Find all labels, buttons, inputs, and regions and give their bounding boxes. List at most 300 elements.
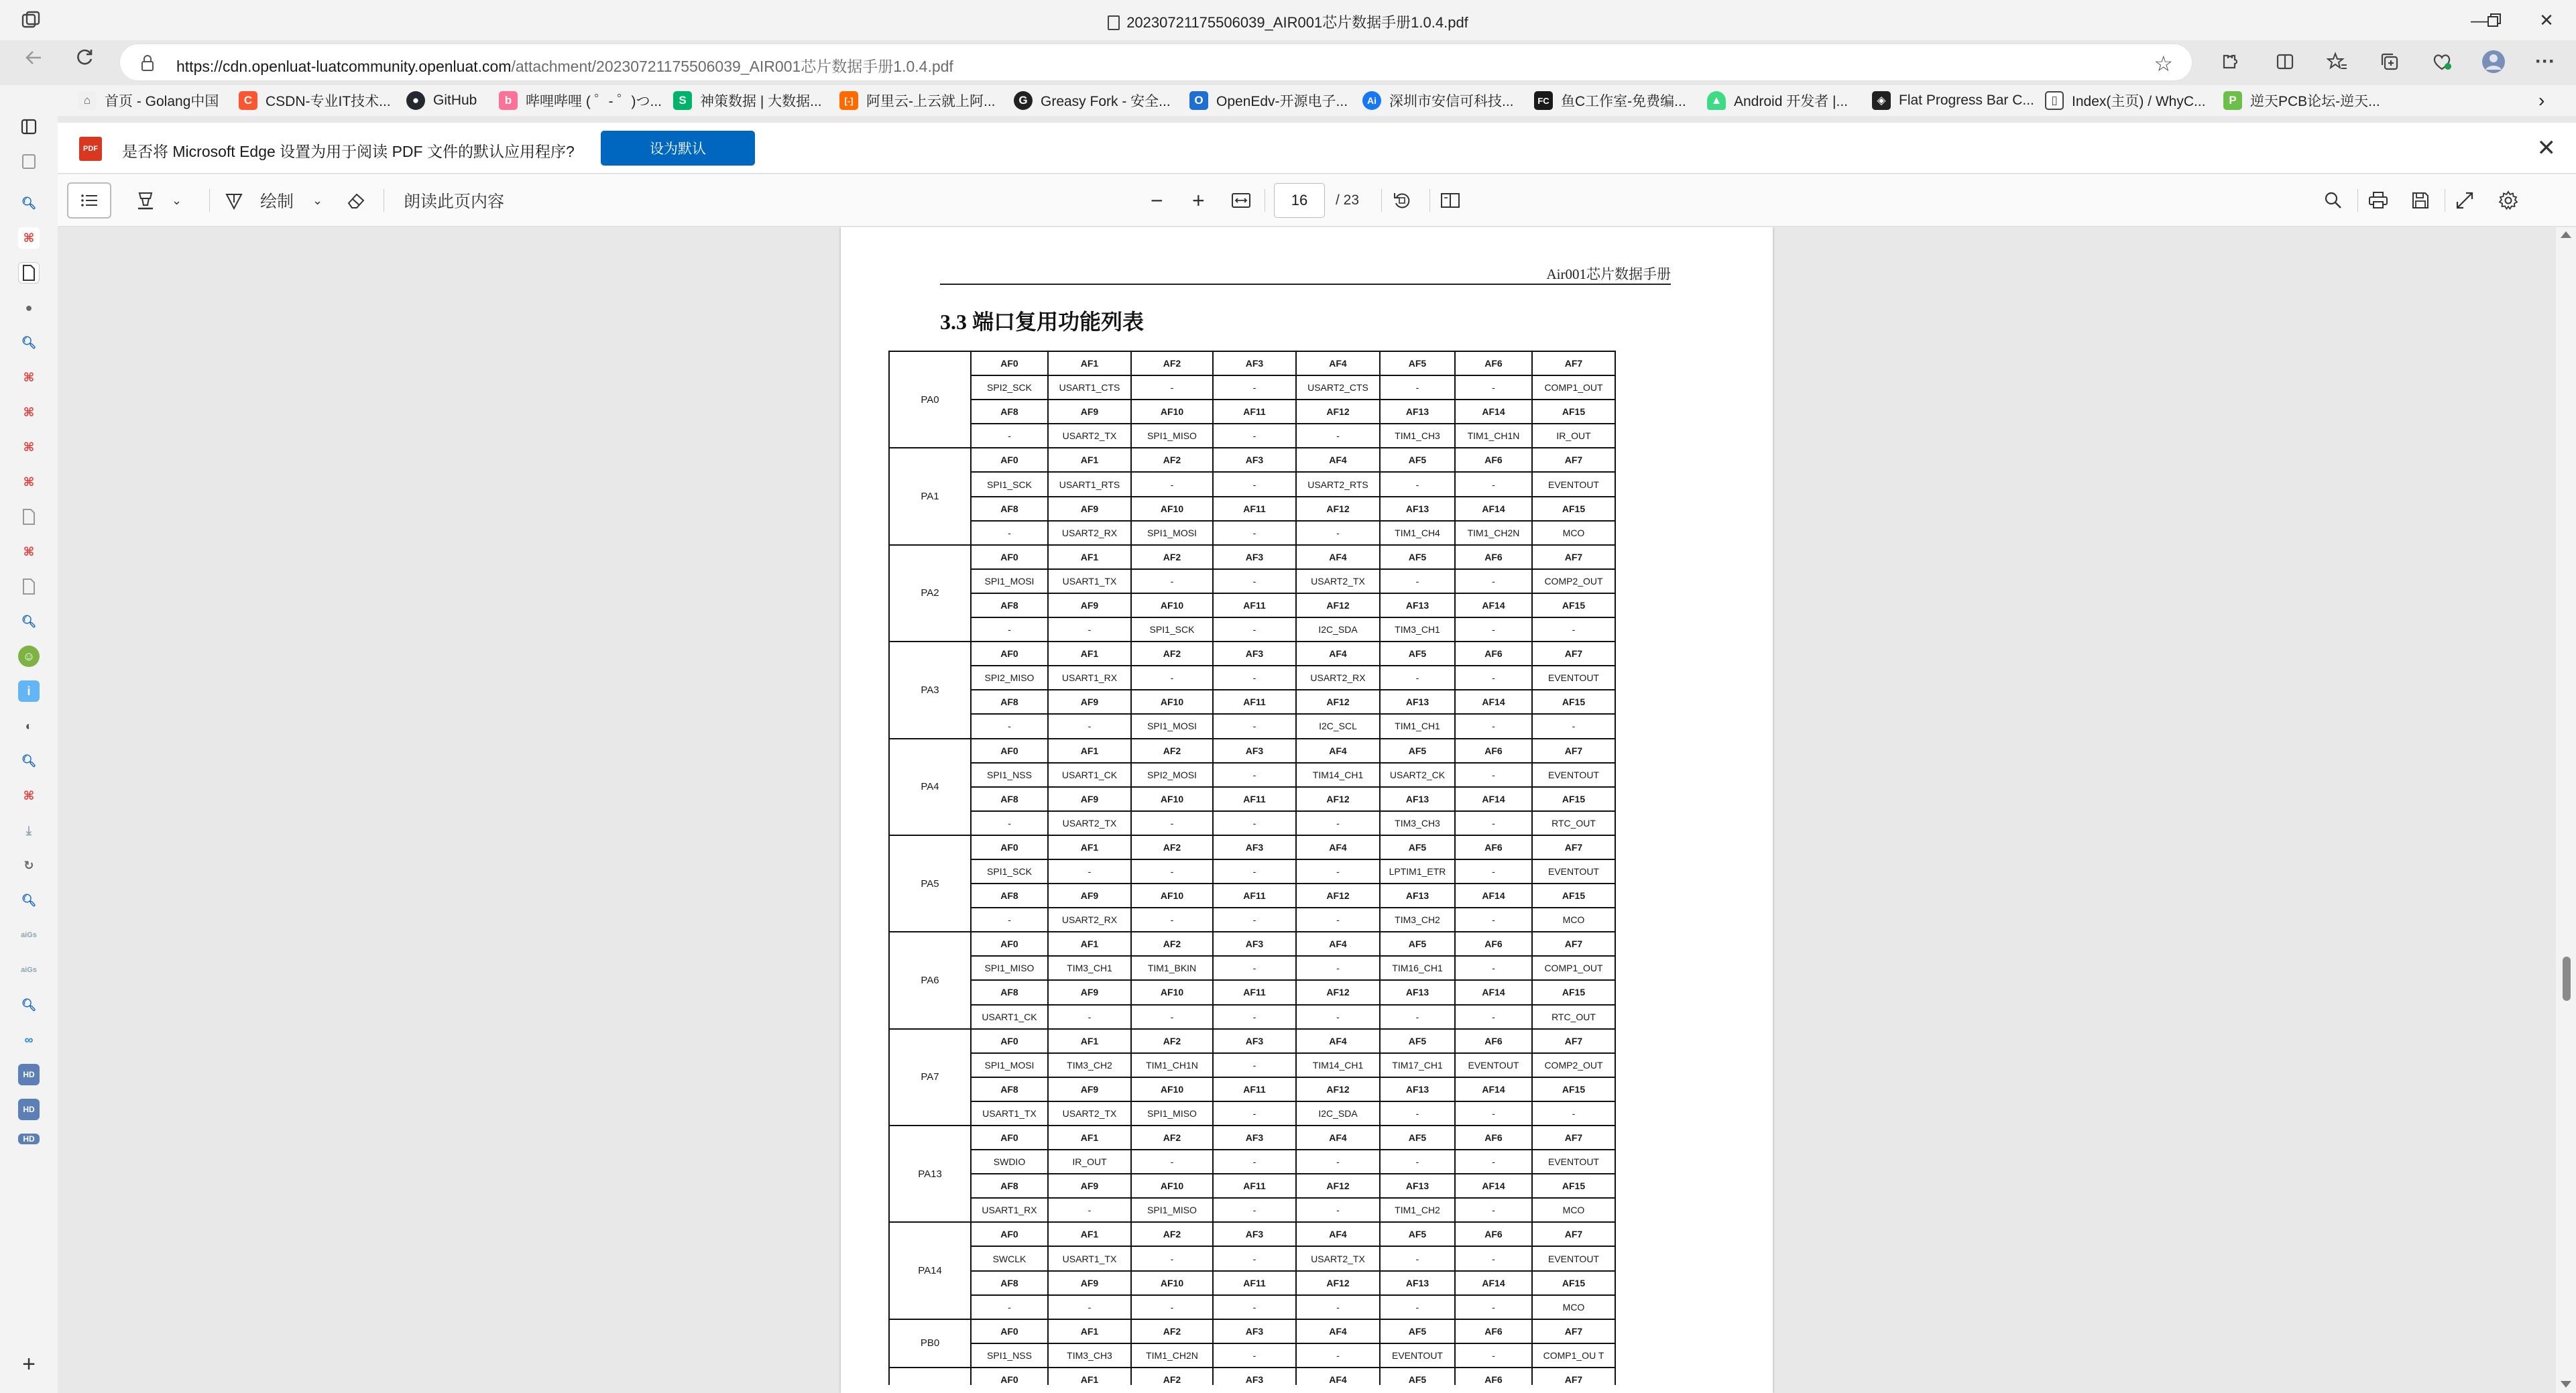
af-cell: USART1_RTS (1048, 472, 1131, 496)
af-cell: USART1_CK (1048, 763, 1131, 787)
af-cell: - (1455, 956, 1532, 980)
af-header-row (889, 545, 1615, 569)
af-cell: - (1213, 714, 1296, 738)
af-header-row (889, 1029, 1615, 1053)
af-header-row (889, 739, 1615, 763)
af-header-row (889, 1271, 1615, 1295)
af-header-row (889, 980, 1615, 1004)
af-cell: - (1213, 1053, 1296, 1077)
af-header-row (889, 884, 1615, 908)
af-cell: USART1_TX (1048, 569, 1131, 593)
af-cell: - (1296, 1150, 1380, 1174)
af-cell: AF9 (1048, 1271, 1131, 1295)
vertical-scrollbar[interactable] (2556, 227, 2576, 1393)
af-cell: AF7 (1532, 739, 1615, 763)
af-cell: AF9 (1048, 497, 1131, 521)
af-cell: AF3 (1213, 932, 1296, 956)
fishc-icon: FC (1534, 91, 1553, 110)
af-cell: AF15 (1532, 980, 1615, 1004)
scroll-down-arrow-icon[interactable] (2561, 1381, 2571, 1388)
af-cell: EVENTOUT (1532, 763, 1615, 787)
af-cell: AF4 (1296, 835, 1380, 859)
infobar-close-icon[interactable]: ✕ (2536, 135, 2556, 161)
af-cell: - (1213, 859, 1296, 884)
pin-name-cell: PA7 (889, 1029, 971, 1126)
af-cell: AF2 (1131, 932, 1213, 956)
af-cell: AF8 (971, 1077, 1048, 1101)
set-default-button[interactable]: 设为默认 (601, 131, 755, 166)
af-value-row (889, 1343, 1615, 1368)
af-cell: SPI1_MOSI (971, 1053, 1048, 1077)
tab-search-icon[interactable]: 🔍︎ (21, 614, 37, 628)
af-cell: - (1131, 908, 1213, 932)
pin-name-cell: PA5 (889, 835, 971, 932)
af-cell: - (971, 521, 1048, 545)
csdn-icon: C (239, 91, 257, 110)
af-cell: AF14 (1455, 1174, 1532, 1198)
close-window-button[interactable]: ✕ (2539, 9, 2554, 30)
codepen-icon: ◈ (1872, 91, 1891, 110)
af-cell: TIM3_CH2 (1380, 908, 1455, 932)
af-cell: AF1 (1048, 1368, 1131, 1385)
af-cell: AF2 (1131, 1126, 1213, 1150)
zoom-out-icon[interactable]: − (1151, 188, 1163, 213)
af-cell: AF9 (1048, 1174, 1131, 1198)
af-cell: AF8 (971, 497, 1048, 521)
af-cell: TIM3_CH2 (1048, 1053, 1131, 1077)
af-cell: RTC_OUT (1532, 1005, 1615, 1029)
af-cell: AF12 (1296, 593, 1380, 617)
af-header-row (889, 1077, 1615, 1101)
read-aloud-button[interactable]: 朗读此页内容 (404, 192, 505, 211)
af-cell: AF0 (971, 835, 1048, 859)
tab-link-icon[interactable]: ∞ (24, 1032, 34, 1046)
af-cell: - (1455, 569, 1532, 593)
af-cell: I2C_SDA (1296, 617, 1380, 642)
af-cell: - (1296, 811, 1380, 835)
highlight-dropdown-chevron-icon[interactable]: ⌄ (172, 193, 182, 207)
tab-site-icon[interactable]: HD (18, 1064, 40, 1085)
pin-name-cell: PA4 (889, 739, 971, 835)
af-cell: AF5 (1380, 932, 1455, 956)
af-cell: SPI1_SCK (1131, 617, 1213, 642)
af-cell: USART2_TX (1048, 811, 1131, 835)
tab-sync-icon[interactable]: ↻ (23, 858, 34, 872)
af-value-row (889, 1198, 1615, 1222)
af-cell: AF0 (971, 448, 1048, 472)
af-cell: IR_OUT (1048, 1150, 1131, 1174)
pin-name-cell: PA1 (889, 448, 971, 544)
tab-search-icon[interactable]: 🔍︎ (21, 196, 37, 210)
url-path: /attachment/20230721175506039_AIR001芯片数据手册1.0.4.pdf (511, 58, 953, 75)
bookmarks-overflow-chevron-icon[interactable]: › (2538, 90, 2545, 111)
tab-site-icon[interactable]: aiGs (21, 966, 37, 974)
af-cell: AF14 (1455, 690, 1532, 714)
bookmark-label: 哔哩哔哩 ( ゜- ゜)つ... (526, 94, 662, 109)
af-cell: AF5 (1380, 1319, 1455, 1343)
af-cell: AF14 (1455, 1077, 1532, 1101)
af-cell: AF15 (1532, 884, 1615, 908)
af-header-row (889, 1368, 1615, 1385)
tab-download-icon[interactable]: ⤓ (26, 823, 32, 837)
af-cell: AF15 (1532, 400, 1615, 424)
af-cell: USART2_RTS (1296, 472, 1380, 496)
tab-search-icon[interactable]: 🔍︎ (21, 997, 37, 1012)
af-header-row (889, 1222, 1615, 1246)
af-cell: TIM1_BKIN (1131, 956, 1213, 980)
af-cell: - (1131, 1005, 1213, 1029)
af-cell: AF6 (1455, 932, 1532, 956)
af-cell: - (971, 617, 1048, 642)
af-cell: AF3 (1213, 1368, 1296, 1385)
af-cell: - (1380, 1005, 1455, 1029)
pin-name-cell: PA0 (889, 351, 971, 448)
af-cell: - (971, 714, 1048, 738)
af-cell: AF7 (1532, 835, 1615, 859)
af-cell: AF11 (1213, 400, 1296, 424)
af-header-row (889, 400, 1615, 424)
scrollbar-thumb[interactable] (2563, 957, 2571, 1001)
af-value-row (889, 1150, 1615, 1174)
af-cell: AF3 (1213, 351, 1296, 375)
af-value-row (889, 424, 1615, 448)
af-cell: AF12 (1296, 1271, 1380, 1295)
af-cell: - (1455, 1150, 1532, 1174)
af-cell: - (1455, 1246, 1532, 1270)
af-value-row (889, 1101, 1615, 1126)
bookmark-label: Greasy Fork - 安全... (1041, 94, 1171, 109)
af-value-row (889, 956, 1615, 980)
af-cell: AF12 (1296, 497, 1380, 521)
af-cell: EVENTOUT (1532, 859, 1615, 884)
af-cell: TIM3_CH1 (1048, 956, 1131, 980)
af-cell: TIM1_CH3 (1380, 424, 1455, 448)
tab-search-icon[interactable]: 🔍︎ (21, 893, 37, 907)
af-value-row (889, 569, 1615, 593)
tab-pdf-icon[interactable]: ⌘ (23, 475, 35, 489)
af-cell: AF8 (971, 884, 1048, 908)
af-cell: AF1 (1048, 642, 1131, 666)
bookmark-label: 鱼C工作室-免费编... (1561, 94, 1686, 109)
af-cell: AF4 (1296, 351, 1380, 375)
page-number-input[interactable]: 16 (1274, 183, 1325, 218)
af-cell: - (1213, 956, 1296, 980)
af-cell: USART1_CK (971, 1005, 1048, 1029)
af-cell: AF10 (1131, 884, 1213, 908)
af-cell: AF2 (1131, 448, 1213, 472)
draw-dropdown-chevron-icon[interactable]: ⌄ (312, 193, 323, 207)
af-cell: - (1380, 375, 1455, 400)
af-cell: AF12 (1296, 884, 1380, 908)
af-cell: AF1 (1048, 1126, 1131, 1150)
af-cell: AF10 (1131, 497, 1213, 521)
af-cell: - (1455, 472, 1532, 496)
af-cell: AF8 (971, 1271, 1048, 1295)
af-cell: AF10 (1131, 593, 1213, 617)
af-cell: - (1380, 666, 1455, 690)
af-cell: SPI1_MISO (1131, 424, 1213, 448)
af-cell: AF14 (1455, 884, 1532, 908)
pin-name-cell: PA2 (889, 545, 971, 642)
af-cell: AF6 (1455, 545, 1532, 569)
af-cell: SPI2_SCK (971, 375, 1048, 400)
af-cell: AF10 (1131, 400, 1213, 424)
tab-site-icon[interactable]: HD (18, 1099, 40, 1120)
tab-pdf-icon[interactable]: ⌘ (23, 370, 35, 384)
af-cell: AF3 (1213, 1319, 1296, 1343)
af-cell: - (1296, 859, 1380, 884)
pin-name-cell: PA6 (889, 932, 971, 1028)
bookmark-label: OpenEdv-开源电子... (1216, 94, 1348, 109)
zoom-in-icon[interactable]: + (1192, 188, 1205, 213)
af-cell: USART2_RX (1048, 908, 1131, 932)
af-cell: - (971, 424, 1048, 448)
af-cell: AF11 (1213, 1174, 1296, 1198)
af-cell: - (1131, 1150, 1213, 1174)
af-cell: AF3 (1213, 642, 1296, 666)
af-header-row (889, 1174, 1615, 1198)
new-tab-plus-icon[interactable]: + (22, 1351, 36, 1377)
af-cell: AF3 (1213, 545, 1296, 569)
af-cell: AF1 (1048, 739, 1131, 763)
af-value-row (889, 1053, 1615, 1077)
af-cell: AF7 (1532, 1319, 1615, 1343)
af-cell: SPI1_SCK (971, 859, 1048, 884)
af-cell: USART2_TX (1048, 424, 1131, 448)
bookmark-label: CSDN-专业IT技术... (266, 94, 391, 109)
af-cell: AF6 (1455, 739, 1532, 763)
af-cell: AF14 (1455, 980, 1532, 1004)
af-cell: AF5 (1380, 1126, 1455, 1150)
af-mapping-table (888, 351, 1616, 1385)
af-cell: AF0 (971, 739, 1048, 763)
af-cell: EVENTOUT (1532, 1246, 1615, 1270)
af-cell: AF5 (1380, 1368, 1455, 1385)
af-value-row (889, 666, 1615, 690)
af-cell: - (1455, 1343, 1532, 1368)
af-cell: AF1 (1048, 351, 1131, 375)
af-cell: AF5 (1380, 1222, 1455, 1246)
af-cell: AF9 (1048, 787, 1131, 811)
pin-name-cell: PA14 (889, 1222, 971, 1319)
af-cell: AF9 (1048, 1077, 1131, 1101)
af-cell: COMP1_OUT (1532, 375, 1615, 400)
tab-site-icon[interactable]: ◐ (25, 719, 33, 733)
tab-site-icon[interactable]: i (18, 680, 40, 702)
af-cell: SPI1_MOSI (971, 569, 1048, 593)
af-cell: AF0 (971, 1319, 1048, 1343)
af-cell: AF6 (1455, 1222, 1532, 1246)
af-cell: AF2 (1131, 351, 1213, 375)
af-cell: AF9 (1048, 980, 1131, 1004)
af-cell: AF15 (1532, 497, 1615, 521)
af-cell: AF3 (1213, 1029, 1296, 1053)
ai-thinker-icon: Ai (1362, 91, 1381, 110)
af-cell: - (1296, 1198, 1380, 1222)
af-cell: AF14 (1455, 787, 1532, 811)
favorite-star-icon[interactable]: ☆ (2154, 52, 2173, 76)
af-cell: TIM1_CH2N (1455, 521, 1532, 545)
af-cell: AF15 (1532, 787, 1615, 811)
scroll-up-arrow-icon[interactable] (2561, 231, 2571, 238)
af-cell: - (1131, 375, 1213, 400)
tab-github-icon[interactable]: ● (25, 300, 33, 314)
af-cell: - (1455, 859, 1532, 884)
af-cell: AF1 (1048, 448, 1131, 472)
af-cell: AF5 (1380, 545, 1455, 569)
af-cell: AF6 (1455, 1029, 1532, 1053)
tab-site-icon[interactable]: HD (18, 1134, 40, 1144)
af-cell: AF3 (1213, 1222, 1296, 1246)
af-cell: USART2_CTS (1296, 375, 1380, 400)
af-cell: AF4 (1296, 1319, 1380, 1343)
tab-search-icon[interactable]: 🔍︎ (21, 335, 37, 349)
af-cell: AF7 (1532, 545, 1615, 569)
af-cell: AF1 (1048, 835, 1131, 859)
af-cell: SPI1_MISO (971, 956, 1048, 980)
af-cell: AF3 (1213, 1126, 1296, 1150)
af-cell: - (1213, 617, 1296, 642)
bookmark-label: GitHub (433, 93, 477, 108)
af-cell: - (1131, 859, 1213, 884)
af-cell: - (1131, 811, 1213, 835)
af-cell: LPTIM1_ETR (1380, 859, 1455, 884)
af-cell: - (1455, 763, 1532, 787)
af-cell: COMP2_OUT (1532, 569, 1615, 593)
af-cell: USART2_CK (1380, 763, 1455, 787)
url-host: https://cdn.openluat-luatcommunity.openluat.com (176, 58, 512, 75)
openedv-icon: O (1189, 91, 1208, 110)
tab-site-icon[interactable]: aiGs (21, 931, 37, 939)
af-cell: USART1_RX (1048, 666, 1131, 690)
af-cell: AF8 (971, 980, 1048, 1004)
af-cell: AF5 (1380, 1029, 1455, 1053)
af-cell: AF0 (971, 545, 1048, 569)
more-options-icon[interactable]: ··· (2535, 50, 2555, 72)
af-cell: AF6 (1455, 1319, 1532, 1343)
af-cell: SPI2_MISO (971, 666, 1048, 690)
af-cell: AF13 (1380, 884, 1455, 908)
af-cell: - (1131, 1246, 1213, 1270)
af-cell: TIM3_CH3 (1380, 811, 1455, 835)
af-value-row (889, 617, 1615, 642)
af-cell: TIM3_CH3 (1048, 1343, 1131, 1368)
tab-pdf-icon[interactable]: ⌘ (23, 544, 35, 558)
af-cell: EVENTOUT (1380, 1343, 1455, 1368)
af-cell: - (1213, 1343, 1296, 1368)
af-cell: AF9 (1048, 593, 1131, 617)
af-cell: - (1213, 811, 1296, 835)
tab-pdf-icon[interactable]: ⌘ (23, 788, 35, 802)
af-cell: AF0 (971, 351, 1048, 375)
af-cell: - (1213, 521, 1296, 545)
af-header-row (889, 932, 1615, 956)
af-cell: - (1455, 375, 1532, 400)
af-cell: USART1_RX (971, 1198, 1048, 1222)
af-cell: SPI1_NSS (971, 763, 1048, 787)
af-cell: AF9 (1048, 400, 1131, 424)
page-header: Air001芯片数据手册 (1546, 266, 1671, 282)
af-value-row (889, 908, 1615, 932)
af-cell: SPI1_MOSI (1131, 521, 1213, 545)
af-cell: - (1213, 666, 1296, 690)
pdf-badge-icon: PDF (79, 137, 102, 161)
af-value-row (889, 1246, 1615, 1270)
af-cell: AF12 (1296, 980, 1380, 1004)
af-cell: AF9 (1048, 690, 1131, 714)
af-cell: AF15 (1532, 690, 1615, 714)
af-cell: AF10 (1131, 787, 1213, 811)
af-cell: AF0 (971, 1222, 1048, 1246)
af-cell: SPI1_MOSI (1131, 714, 1213, 738)
af-cell: TIM14_CH1 (1296, 763, 1380, 787)
af-cell: - (1213, 1198, 1296, 1222)
af-header-row (889, 1126, 1615, 1150)
bookmark-label: 阿里云-上云就上阿... (866, 94, 996, 109)
af-cell: AF6 (1455, 448, 1532, 472)
af-cell: - (1455, 617, 1532, 642)
af-cell: AF12 (1296, 400, 1380, 424)
pin-name-cell (889, 1368, 971, 1385)
af-cell: - (1213, 1150, 1296, 1174)
page-icon: ▯ (2045, 91, 2064, 110)
af-cell: AF7 (1532, 642, 1615, 666)
pin-name-cell: PA13 (889, 1126, 971, 1222)
af-cell: AF5 (1380, 739, 1455, 763)
af-cell: SPI1_SCK (971, 472, 1048, 496)
bookmark-label: 首页 - Golang中国 (105, 94, 219, 109)
af-header-row (889, 593, 1615, 617)
tab-pdf-icon[interactable]: ⌘ (23, 405, 35, 419)
af-cell: AF4 (1296, 642, 1380, 666)
draw-button[interactable]: 绘制 (260, 192, 294, 211)
af-cell: AF6 (1455, 351, 1532, 375)
af-cell: - (1455, 714, 1532, 738)
pcb-forum-icon: P (2223, 91, 2242, 110)
af-header-row (889, 1319, 1615, 1343)
af-cell: AF13 (1380, 1271, 1455, 1295)
af-cell: AF7 (1532, 1126, 1615, 1150)
af-cell: - (1455, 1295, 1532, 1319)
af-cell: - (1213, 1101, 1296, 1126)
af-cell: SWCLK (971, 1246, 1048, 1270)
af-cell: AF15 (1532, 1077, 1615, 1101)
af-cell: AF1 (1048, 545, 1131, 569)
tab-search-icon[interactable]: 🔍︎ (21, 753, 37, 768)
af-cell: - (1380, 1150, 1455, 1174)
af-cell: AF9 (1048, 884, 1131, 908)
af-cell: - (1532, 714, 1615, 738)
af-cell: - (1380, 472, 1455, 496)
af-cell: TIM1_CH1 (1380, 714, 1455, 738)
af-cell: - (1455, 811, 1532, 835)
af-cell: AF6 (1455, 1368, 1532, 1385)
af-cell: TIM1_CH2 (1380, 1198, 1455, 1222)
af-cell: - (1213, 1246, 1296, 1270)
af-cell: USART2_RX (1296, 666, 1380, 690)
golang-icon: ⌂ (78, 91, 97, 110)
af-cell: AF3 (1213, 739, 1296, 763)
af-cell: IR_OUT (1532, 424, 1615, 448)
tab-site-icon[interactable]: ☺ (18, 646, 40, 667)
af-cell: - (1380, 1295, 1455, 1319)
af-cell: USART2_TX (1048, 1101, 1131, 1126)
tab-pdf-icon[interactable]: ⌘ (23, 440, 35, 454)
minimize-button[interactable]: — (2471, 9, 2488, 30)
tab-pdf-icon[interactable]: ⌘ (18, 227, 40, 249)
af-header-row (889, 351, 1615, 375)
af-cell: SPI1_MISO (1131, 1198, 1213, 1222)
